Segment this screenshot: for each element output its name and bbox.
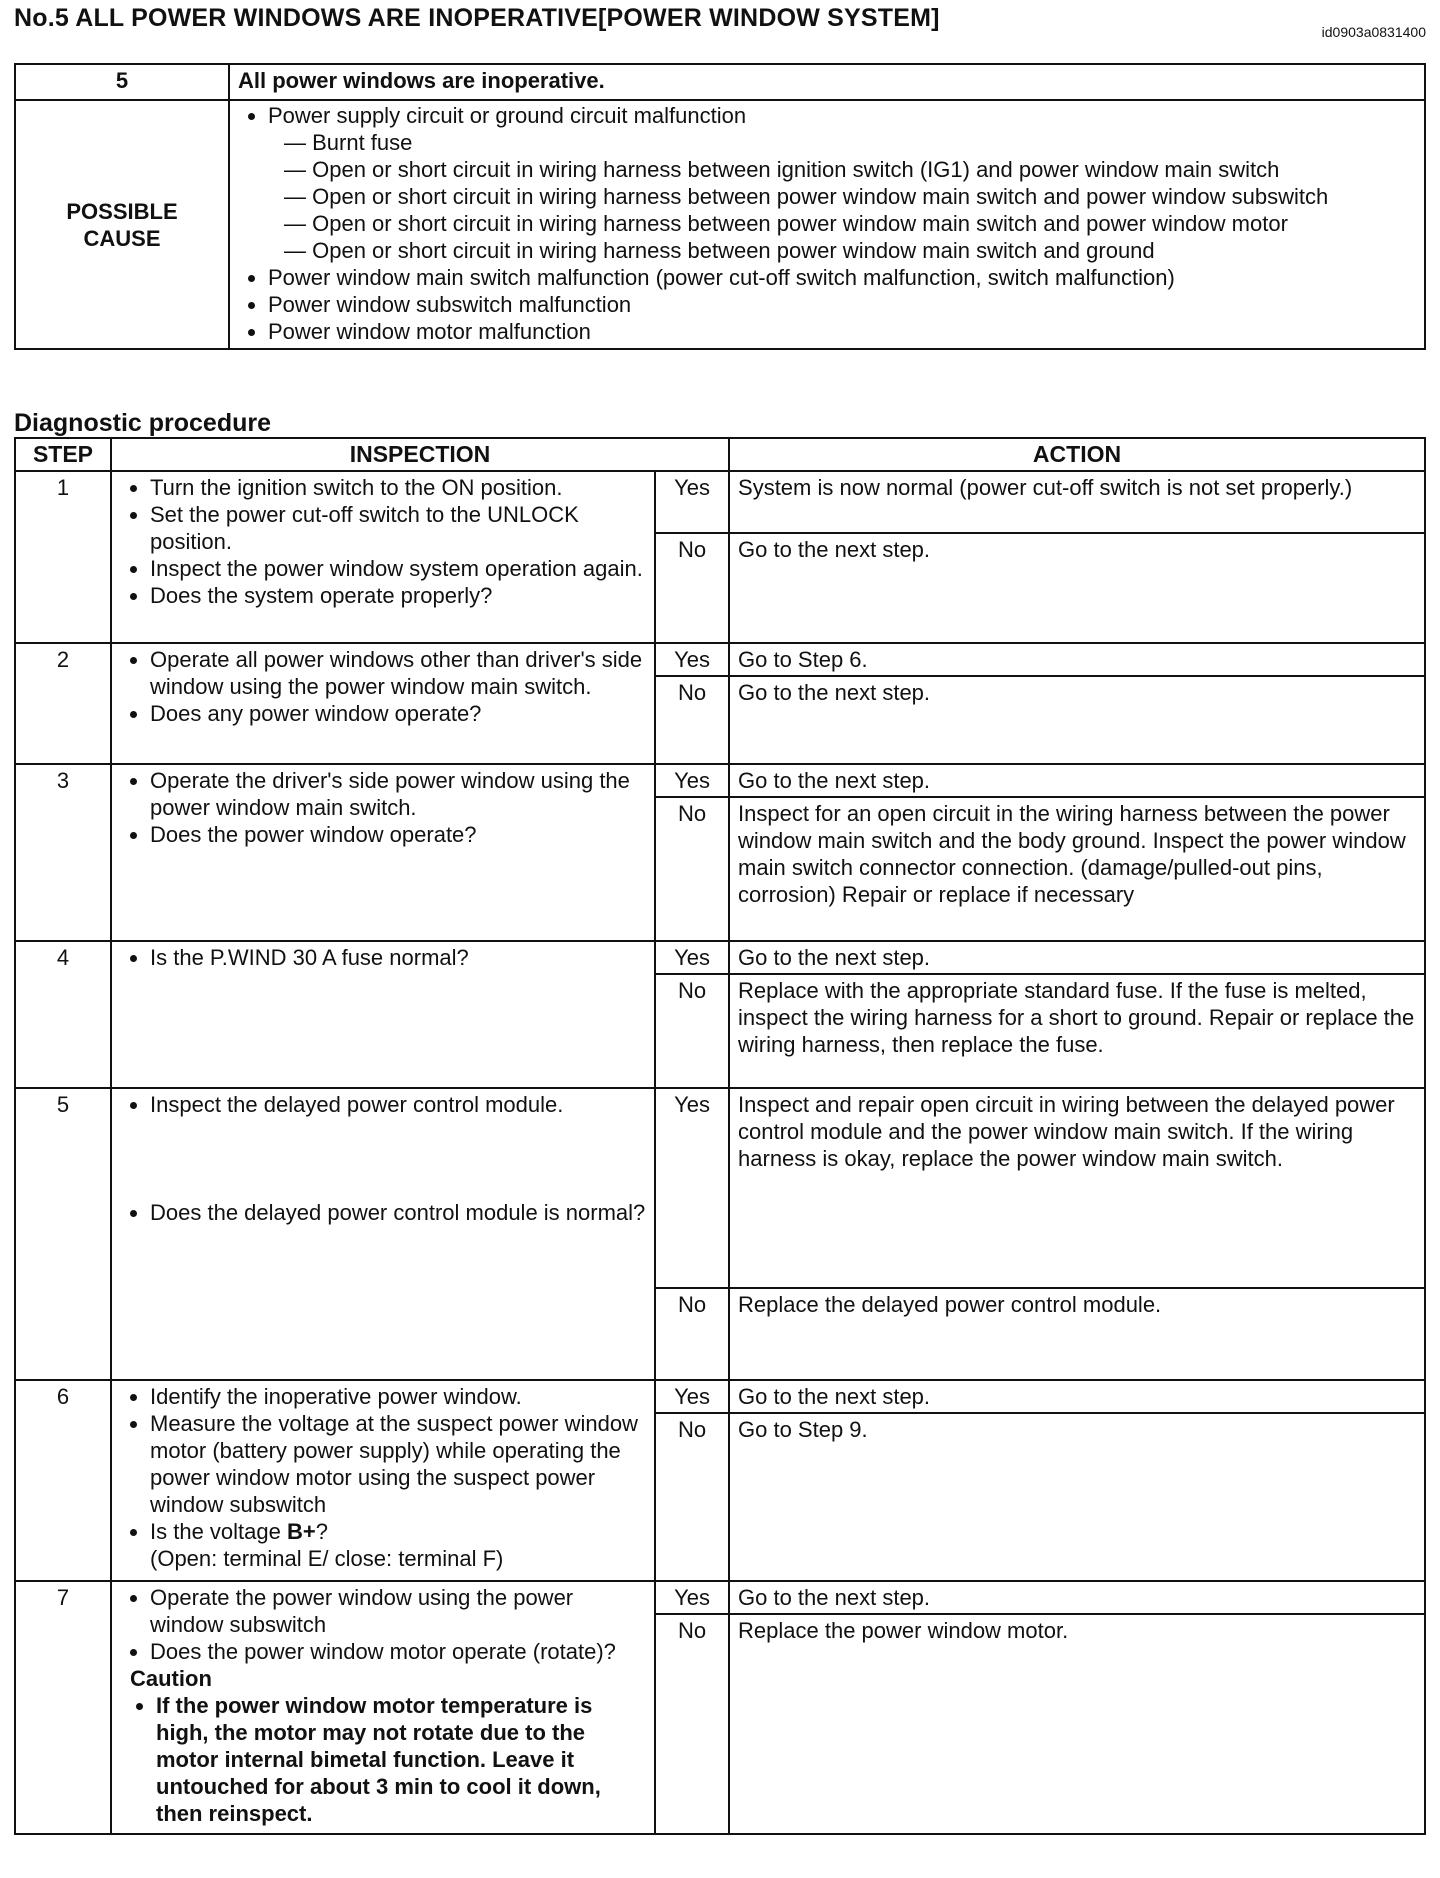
cause-list-cell: [229, 100, 1425, 349]
inspection-item: • Does the power window operate?: [150, 821, 646, 848]
sub-cause-item: — Open or short circuit in wiring harness between ignition switch (IG1) and power window main switch: [284, 157, 1280, 182]
inspection-item: • Does any power window operate?: [150, 700, 646, 727]
inspection-item: • Identify the inoperative power window.: [150, 1383, 646, 1410]
sub-cause-item: — Burnt fuse: [284, 130, 413, 155]
caution-list: [120, 1692, 646, 1827]
step-row: [15, 764, 1425, 797]
step-row: [15, 1380, 1425, 1413]
inspection-cell: [111, 941, 655, 1088]
yes-label: Yes: [655, 643, 729, 676]
no-action: Go to the next step.: [729, 676, 1425, 764]
step-number: 6: [15, 1380, 111, 1581]
voltage-question: Is the voltage: [150, 1519, 287, 1544]
terminal-note: (Open: terminal E/ close: terminal F): [150, 1546, 504, 1571]
inspection-item: • Does the power window motor operate (rotate)?: [150, 1638, 646, 1665]
no-label: No: [655, 676, 729, 764]
no-action: Replace the delayed power control module.: [729, 1288, 1425, 1380]
diagnostic-procedure-table: [14, 437, 1426, 1835]
cause-list-cont: [238, 264, 1416, 345]
no-action: Inspect for an open circuit in the wiring harness between the power window main switch and the body ground. Inspect the power window main switch connector connection. (damage/pulled-out pins, corrosion) Repair or replace if necessary: [729, 797, 1425, 941]
inspection-list: [120, 1584, 646, 1665]
yes-action: Go to the next step.: [729, 941, 1425, 974]
caution-item: • If the power window motor temperature is high, the motor may not rotate due to the motor internal bimetal function. Leave it untouched for about 3 min to cool it down, then reinspect.: [156, 1692, 646, 1827]
yes-label: Yes: [655, 471, 729, 533]
inspection-list: [120, 944, 646, 971]
yes-action: System is now normal (power cut-off switch is not set properly.): [729, 471, 1425, 533]
inspection-item: • Does the delayed power control module is normal?: [150, 1199, 646, 1226]
inspection-item: • Does the system operate properly?: [150, 582, 646, 609]
cause-item: • Power window motor malfunction: [268, 318, 1416, 345]
cause-heading: All power windows are inoperative.: [229, 64, 1425, 100]
step-row: [15, 941, 1425, 974]
no-action: Go to Step 9.: [729, 1413, 1425, 1581]
cause-item: • Power window main switch malfunction (power cut-off switch malfunction, switch malfunction): [268, 264, 1416, 291]
yes-action: Inspect and repair open circuit in wiring between the delayed power control module and the power window main switch. If the wiring harness is okay, replace the power window main switch.: [729, 1088, 1425, 1288]
sub-cause-item: — Open or short circuit in wiring harness between power window main switch and power window subswitch: [284, 184, 1329, 209]
step-row: [15, 1581, 1425, 1614]
yes-label: Yes: [655, 941, 729, 974]
step-header: STEP: [15, 438, 111, 471]
inspection-list: [120, 767, 646, 848]
step-number: 7: [15, 1581, 111, 1834]
inspection-list: [120, 474, 646, 609]
procedure-title: Diagnostic procedure: [14, 409, 271, 437]
step-row: [15, 471, 1425, 533]
inspection-item: • Set the power cut-off switch to the UNLOCK position.: [150, 501, 646, 555]
yes-label: Yes: [655, 1581, 729, 1614]
no-label: No: [655, 1413, 729, 1581]
inspection-cell: [111, 764, 655, 941]
yes-action: Go to the next step.: [729, 1380, 1425, 1413]
yes-label: Yes: [655, 1380, 729, 1413]
inspection-cell: [111, 1581, 655, 1834]
cause-item: • Power supply circuit or ground circuit malfunction: [268, 102, 1416, 129]
no-action: Replace the power window motor.: [729, 1614, 1425, 1834]
inspection-item: • Turn the ignition switch to the ON position.: [150, 474, 646, 501]
inspection-header: INSPECTION: [111, 438, 729, 471]
inspection-item: [150, 1518, 646, 1572]
voltage-value: B+: [286, 1519, 316, 1544]
inspection-item: • Is the P.WIND 30 A fuse normal?: [150, 944, 646, 971]
step-number: 2: [15, 643, 111, 764]
inspection-item: • Inspect the delayed power control module.: [150, 1091, 646, 1118]
yes-action: Go to Step 6.: [729, 643, 1425, 676]
no-action: Go to the next step.: [729, 533, 1425, 643]
inspection-cell: [111, 1088, 655, 1380]
inspection-cell: [111, 643, 655, 764]
sub-cause-item: — Open or short circuit in wiring harness between power window main switch and ground: [284, 238, 1155, 263]
page-title: No.5 ALL POWER WINDOWS ARE INOPERATIVE[POWER WINDOW SYSTEM]: [14, 4, 940, 32]
cause-number: 5: [15, 64, 229, 100]
sub-cause-item: — Open or short circuit in wiring harness between power window main switch and power window motor: [284, 211, 1288, 236]
step-number: 5: [15, 1088, 111, 1380]
step-number: 1: [15, 471, 111, 643]
step-row: [15, 1088, 1425, 1288]
cause-body-row: [15, 100, 1425, 349]
no-action: Replace with the appropriate standard fuse. If the fuse is melted, inspect the wiring harness for a short to ground. Repair or replace the wiring harness, then replace the fuse.: [729, 974, 1425, 1088]
possible-cause-table: [14, 63, 1426, 350]
inspection-item: • Measure the voltage at the suspect power window motor (battery power supply) while operating the power window motor using the suspect power window subswitch: [150, 1410, 646, 1518]
inspection-list: [120, 1091, 646, 1226]
inspection-item: • Operate the driver's side power window using the power window main switch.: [150, 767, 646, 821]
step-row: [15, 643, 1425, 676]
inspection-cell: [111, 471, 655, 643]
procedure-header-row: [15, 438, 1425, 471]
possible-cause-label: POSSIBLE CAUSE: [15, 100, 229, 349]
no-label: No: [655, 1288, 729, 1380]
inspection-cell: [111, 1380, 655, 1581]
inspection-item: • Operate the power window using the power window subswitch: [150, 1584, 646, 1638]
step-number: 3: [15, 764, 111, 941]
no-label: No: [655, 533, 729, 643]
inspection-item: • Operate all power windows other than driver's side window using the power window main switch.: [150, 646, 646, 700]
inspection-list: [120, 646, 646, 727]
document-id: id0903a0831400: [1321, 24, 1426, 40]
yes-label: Yes: [655, 764, 729, 797]
action-header: ACTION: [729, 438, 1425, 471]
yes-action: Go to the next step.: [729, 764, 1425, 797]
inspection-list: [120, 1383, 646, 1572]
sub-cause-list: [238, 129, 1416, 264]
inspection-item: • Inspect the power window system operation again.: [150, 555, 646, 582]
cause-heading-row: [15, 64, 1425, 100]
no-label: No: [655, 797, 729, 941]
cause-list: [238, 102, 1416, 129]
voltage-question-end: ?: [315, 1519, 328, 1544]
no-label: No: [655, 1614, 729, 1834]
step-number: 4: [15, 941, 111, 1088]
yes-action: Go to the next step.: [729, 1581, 1425, 1614]
caution-title: Caution: [130, 1666, 212, 1691]
no-label: No: [655, 974, 729, 1088]
cause-item: • Power window subswitch malfunction: [268, 291, 1416, 318]
yes-label: Yes: [655, 1088, 729, 1288]
